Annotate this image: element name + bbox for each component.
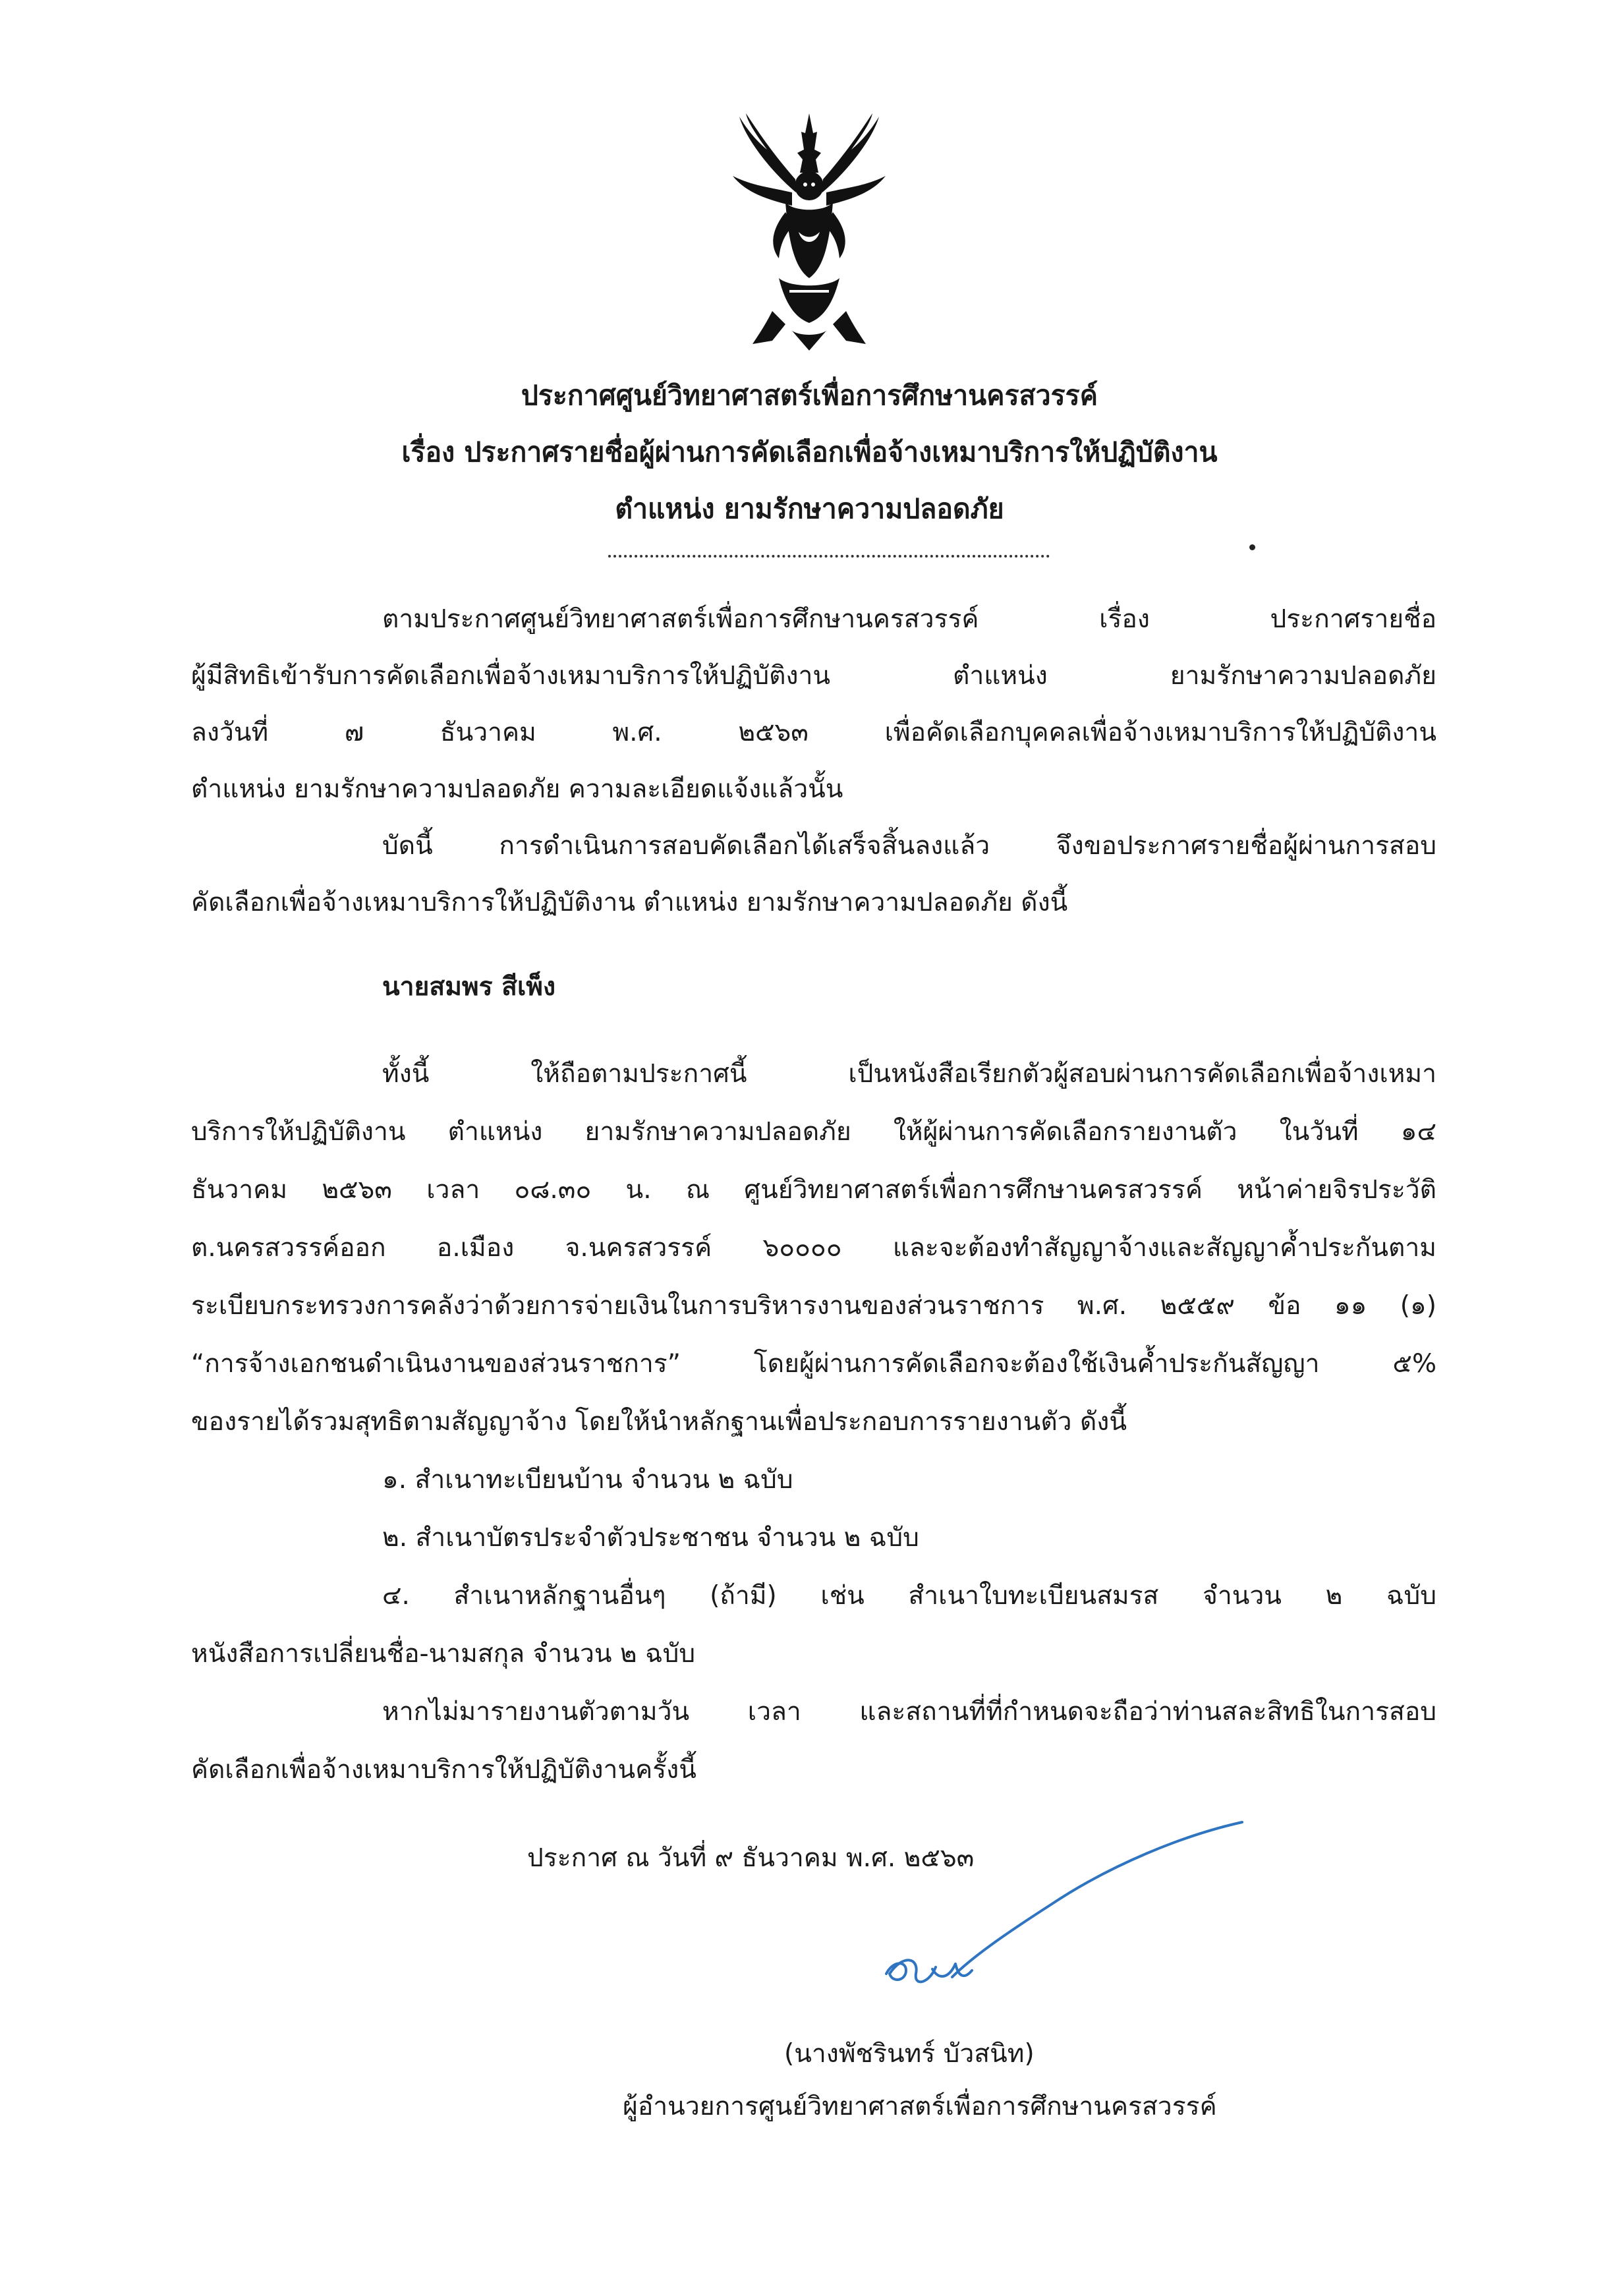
paragraph-3-line-4: ต.นครสวรรค์ออก อ.เมือง จ.นครสวรรค์ ๖๐๐๐๐ และจะต้องทำสัญญาจ้างและสัญญาค้ำประกันตาม <box>191 1233 1436 1263</box>
paragraph-1-line-2: ผู้มีสิทธิเข้ารับการคัดเลือกเพื่อจ้างเหมาบริการให้ปฏิบัติงาน ตำแหน่ง ยามรักษาความปลอดภัย <box>191 661 1436 691</box>
announcement-position: ตำแหน่ง ยามรักษาความปลอดภัย <box>615 493 1004 525</box>
dotted-divider <box>608 555 1050 558</box>
paragraph-2-line-2: คัดเลือกเพื่อจ้างเหมาบริการให้ปฏิบัติงาน ตำแหน่ง ยามรักษาความปลอดภัย ดังนี้ <box>191 888 1068 917</box>
paragraph-3-line-1: ทั้งนี้ ให้ถือตามประกาศนี้ เป็นหนังสือเรียกตัวผู้สอบผ่านการคัดเลือกเพื่อจ้างเหมา <box>382 1059 1436 1089</box>
paragraph-3-line-2: บริการให้ปฏิบัติงาน ตำแหน่ง ยามรักษาความปลอดภัย ให้ผู้ผ่านการคัดเลือกรายงานตัว ในวันที่ ๑๔ <box>191 1117 1436 1147</box>
handwritten-signature <box>873 1806 1262 2003</box>
signatory-position: ผู้อำนวยการศูนย์วิทยาศาสตร์เพื่อการศึกษานครสวรรค์ <box>623 2092 1217 2121</box>
paragraph-4-line-1: หากไม่มารายงานตัวตามวัน เวลา และสถานที่ที่กำหนดจะถือว่าท่านสละสิทธิในการสอบ <box>382 1697 1436 1727</box>
document-item-4: ๔. สำเนาหลักฐานอื่นๆ (ถ้ามี) เช่น สำเนาใบทะเบียนสมรส จำนวน ๒ ฉบับ <box>382 1581 1436 1611</box>
document-item-1: ๑. สำเนาทะเบียนบ้าน จำนวน ๒ ฉบับ <box>382 1465 793 1495</box>
paragraph-4-line-2: คัดเลือกเพื่อจ้างเหมาบริการให้ปฏิบัติงานครั้งนี้ <box>191 1755 696 1785</box>
paragraph-1-line-3: ลงวันที่ ๗ ธันวาคม พ.ศ. ๒๕๖๓ เพื่อคัดเลือกบุคคลเพื่อจ้างเหมาบริการให้ปฏิบัติงาน <box>191 718 1436 747</box>
document-item-2: ๒. สำเนาบัตรประจำตัวประชาชน จำนวน ๒ ฉบับ <box>382 1523 919 1553</box>
signatory-name: (นางพัชรินทร์ บัวสนิท) <box>784 2039 1035 2069</box>
garuda-emblem-icon <box>733 113 886 351</box>
paragraph-2-line-1: บัดนี้ การดำเนินการสอบคัดเลือกได้เสร็จสิ้นลงแล้ว จึงขอประกาศรายชื่อผู้ผ่านการสอบ <box>382 831 1436 861</box>
announcement-date: ประกาศ ณ วันที่ ๙ ธันวาคม พ.ศ. ๒๕๖๓ <box>527 1843 975 1873</box>
paragraph-3-line-5: ระเบียบกระทรวงการคลังว่าด้วยการจ่ายเงินในการบริหารงานของส่วนราชการ พ.ศ. ๒๕๕๙ ข้อ ๑๑ (๑) <box>191 1291 1436 1321</box>
paragraph-1-line-1: ตามประกาศศูนย์วิทยาศาสตร์เพื่อการศึกษานครสวรรค์ เรื่อง ประกาศรายชื่อ <box>382 604 1436 634</box>
announcement-title: ประกาศศูนย์วิทยาศาสตร์เพื่อการศึกษานครสวรรค์ <box>521 380 1098 411</box>
paragraph-1-line-4: ตำแหน่ง ยามรักษาความปลอดภัย ความละเอียดแจ้งแล้วนั้น <box>191 774 843 804</box>
document-item-4-continued: หนังสือการเปลี่ยนชื่อ-นามสกุล จำนวน ๒ ฉบับ <box>191 1639 696 1669</box>
paragraph-3-line-7: ของรายได้รวมสุทธิตามสัญญาจ้าง โดยให้นำหลักฐานเพื่อประกอบการรายงานตัว ดังนี้ <box>191 1407 1127 1437</box>
stray-dot <box>1249 544 1255 550</box>
selected-candidate-name: นายสมพร สีเพ็ง <box>382 972 556 1002</box>
paragraph-3-line-3: ธันวาคม ๒๕๖๓ เวลา ๐๘.๓๐ น. ณ ศูนย์วิทยาศาสตร์เพื่อการศึกษานครสวรรค์ หน้าค่ายจิรประวัติ <box>191 1175 1436 1205</box>
announcement-subject: เรื่อง ประกาศรายชื่อผู้ผ่านการคัดเลือกเพื่อจ้างเหมาบริการให้ปฏิบัติงาน <box>401 436 1218 468</box>
paragraph-3-line-6: “การจ้างเอกชนดำเนินงานของส่วนราชการ” โดยผู้ผ่านการคัดเลือกจะต้องใช้เงินค้ำประกันสัญญา ๕% <box>191 1349 1436 1379</box>
